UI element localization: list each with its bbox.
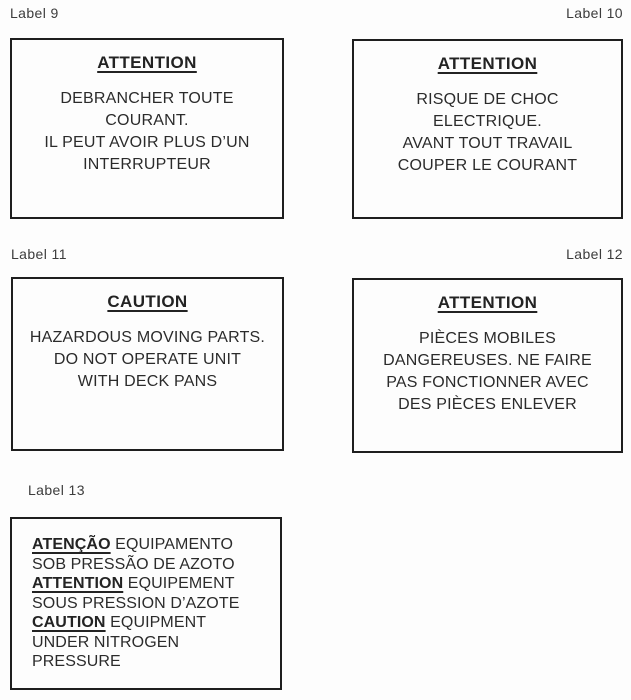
label-9-heading: ATTENTION — [97, 53, 197, 72]
label-12-line: PIÈCES MOBILES — [418, 330, 557, 347]
label-9-body — [12, 88, 282, 176]
label-13-keyword: CAUTION — [32, 614, 106, 632]
label-13-line-rest: EQUIPAMENTO — [110, 536, 234, 554]
label-13-keyword: ATENÇÃO — [32, 536, 111, 554]
label-12-tag: Label 12 — [566, 246, 623, 262]
label-9-line: COURANT. — [105, 112, 189, 129]
label-13-line-rest: EQUIPEMENT — [123, 575, 235, 593]
label-12-box — [352, 278, 623, 453]
label-12-line: PAS FONCTIONNER AVEC — [386, 374, 589, 391]
label-9-line: INTERRUPTEUR — [83, 156, 211, 173]
label-11-line: DO NOT OPERATE UNIT — [53, 351, 242, 368]
label-12-body — [354, 328, 621, 416]
label-13-box — [10, 517, 282, 690]
label-13-line — [32, 574, 272, 594]
label-10-line: RISQUE DE CHOC — [416, 91, 559, 108]
label-9-line: DEBRANCHER TOUTE — [60, 90, 234, 107]
label-9-box — [10, 38, 284, 219]
label-10-box — [352, 39, 623, 219]
label-10-line: ELECTRIQUE. — [433, 113, 542, 130]
label-13-line: UNDER NITROGEN PRESSURE — [32, 633, 180, 671]
label-13-line-rest: EQUIPMENT — [105, 614, 207, 632]
label-13-line: SOB PRESSÃO DE AZOTO — [32, 555, 235, 573]
label-10-heading: ATTENTION — [437, 54, 538, 73]
label-13-keyword: ATTENTION — [32, 575, 124, 593]
label-13-line — [32, 613, 272, 633]
label-11-box — [11, 277, 284, 451]
label-9-tag: Label 9 — [10, 5, 59, 21]
label-13-tag: Label 13 — [28, 482, 85, 498]
label-13-line — [32, 535, 272, 555]
label-10-line: AVANT TOUT TRAVAIL — [402, 135, 573, 152]
label-10-line: COUPER LE COURANT — [397, 157, 578, 174]
label-11-body — [13, 327, 282, 393]
label-10-tag: Label 10 — [566, 5, 623, 21]
label-12-line: DES PIÈCES ENLEVER — [398, 396, 577, 413]
label-10-body — [354, 89, 621, 177]
label-12-line: DANGEREUSES. NE FAIRE — [383, 352, 592, 369]
label-11-heading: CAUTION — [107, 292, 188, 311]
label-11-tag: Label 11 — [11, 246, 67, 262]
label-11-line: WITH DECK PANS — [77, 373, 218, 390]
label-13-line: SOUS PRESSION D’AZOTE — [32, 594, 240, 612]
label-11-line: HAZARDOUS MOVING PARTS. — [29, 329, 266, 346]
label-9-line: IL PEUT AVOIR PLUS D’UN — [44, 134, 250, 151]
label-12-heading: ATTENTION — [437, 293, 538, 312]
